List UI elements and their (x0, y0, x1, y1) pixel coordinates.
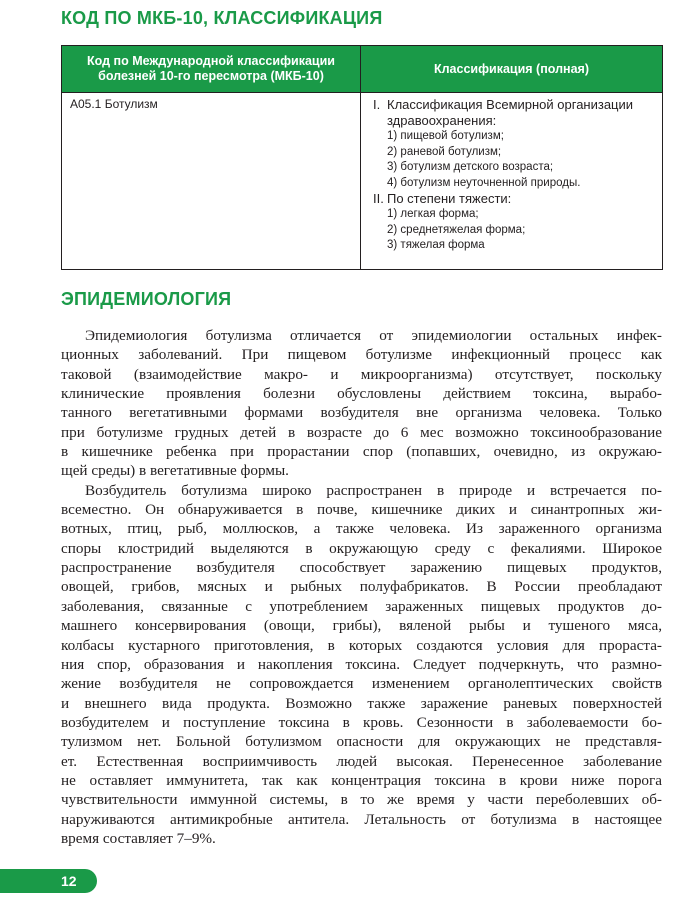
header-icd-code: Код по Международной классификации болезней 10-го пересмотра (МКБ-10) (62, 46, 361, 93)
group-title: Классификация Всемирной организации (387, 97, 634, 112)
text-line: вотных, птиц, рыб, моллюсков, а также человека. Из зараженного организма (61, 520, 662, 538)
list-item: 3) тяжелая форма (387, 239, 485, 251)
text-line: время составляет 7–9%. (61, 829, 216, 847)
classification-group-severity (373, 191, 658, 207)
list-item: 2) среднетяжелая форма; (387, 223, 526, 236)
text-line: овощей, грибов, мясных и рыбных полуфабрикатов. В России преобладают (61, 578, 662, 596)
text-line: всеместно. Он обнаруживается в почве, кишечнике диких и синантропных жи- (61, 501, 662, 519)
list-item: 1) легкая форма; (387, 208, 479, 220)
table-header-row (62, 46, 663, 93)
group-numeral: I. (373, 97, 381, 112)
classification-group-who (373, 97, 658, 129)
text-line: заболевания, связанные с употреблением зараженных пищевых продуктов до- (61, 597, 662, 615)
text-line: чувствительности иммунной системы, в то же время у части переболевших об- (61, 791, 662, 809)
text-line: Эпидемиология ботулизма отличается от эпидемиологии остальных инфек- (85, 327, 662, 344)
classification-cell (361, 93, 663, 270)
section-title-epidemiology: ЭПИДЕМИОЛОГИЯ (61, 289, 232, 309)
list-item: 3) ботулизм детского возраста; (387, 161, 554, 173)
text-line: машнего консервирования (овощи, грибы), вяленой рыбы и тушеного мяса, (61, 617, 662, 635)
text-line: щей среды) в вегетативные формы. (61, 462, 289, 480)
epidemiology-body-text (61, 326, 662, 848)
group-title-continued: здравоохранения: (387, 113, 497, 128)
text-line: споры клостридий выделяются в окружающую среду с фекалиями. Широкое (61, 539, 662, 557)
page-number-tab (0, 869, 97, 893)
text-line: ционных заболеваний. При пищевом ботулизме инфекционный процесс как (61, 346, 662, 364)
text-line: тулизмом нет. Больной ботулизмом опасности для окружающих не представля- (61, 733, 662, 751)
text-line: ет. Естественная восприимчивость людей высокая. Перенесенное заболевание (61, 752, 662, 770)
text-line: жение возбудителя не сопровождается изменением органолептических свойств (61, 675, 662, 693)
text-line: в кишечнике ребенка при прорастании спор (попавших, очевидно, из окружаю- (61, 443, 662, 461)
text-line: наруживаются антимикробные антитела. Летальность от ботулизма в настоящее (61, 810, 662, 828)
group-numeral: II. (373, 191, 384, 206)
text-line: Возбудитель ботулизма широко распространен в природе и встречается по- (85, 481, 662, 499)
text-line: возбудителем и поступление токсина в кровь. Сезонности в заболеваемости бо- (61, 713, 662, 731)
list-item: 1) пищевой ботулизм; (387, 130, 504, 142)
section-title-icd-classification: КОД ПО МКБ-10, КЛАССИФИКАЦИЯ (61, 8, 383, 28)
list-item: 2) раневой ботулизм; (387, 145, 502, 158)
icd-code-cell: А05.1 Ботулизм (62, 93, 361, 270)
header-classification: Классификация (полная) (361, 46, 663, 93)
group-title: По степени тяжести: (387, 191, 512, 206)
icd-classification-table (61, 45, 663, 270)
text-line: распространение возбудителя способствует заражению пищевых продуктов, (61, 559, 662, 577)
text-line: при ботулизме грудных детей в возрасте до 6 мес возможно токсинообразование (61, 423, 662, 441)
table-row (62, 93, 663, 270)
text-line: ния спор, образования и накопления токсина. Следует подчеркнуть, что размно- (61, 655, 662, 673)
text-line: танного вегетативными формами возбудителя вне организма человека. Только (61, 404, 662, 422)
text-line: колбасы кустарного приготовления, в которых создаются условия для прораста- (61, 636, 662, 654)
list-item: 4) ботулизм неуточненной природы. (387, 176, 581, 189)
text-line: клинические проявления болезни обусловлены действием токсина, вырабо- (61, 385, 662, 403)
text-line: таковой (взаимодействие макро- и микроорганизма) отсутствует, поскольку (61, 365, 662, 383)
text-line: и внешнего вида продукта. Возможно также заражение раневых поверхностей (61, 694, 662, 712)
page-number: 12 (61, 873, 77, 889)
text-line: не оставляет иммунитета, так как концентрация токсина в крови ниже порога (61, 771, 662, 789)
